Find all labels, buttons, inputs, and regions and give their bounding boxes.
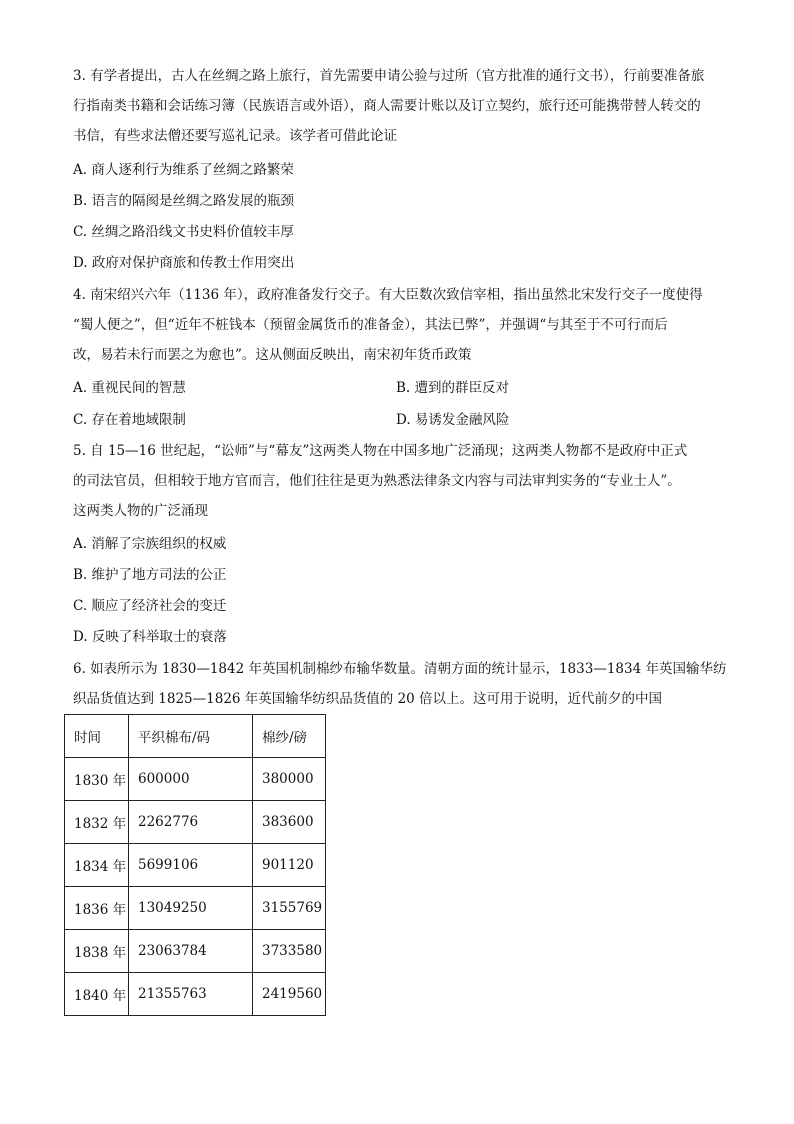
table-cell: 1830 年	[65, 758, 129, 801]
q3-stem-line: 行指南类书籍和会话练习簿（民族语言或外语），商人需要计账以及订立契约，旅行还可能携带替人转交的	[73, 98, 701, 114]
table-cell: 2419560	[253, 973, 326, 1016]
q3-option-a: A. 商人逐利行为维系了丝绸之路繁荣	[73, 162, 294, 178]
table-cell: 23063784	[129, 930, 253, 973]
q5-option-c: C. 顺应了经济社会的变迁	[73, 598, 227, 614]
q3-option-b: B. 语言的隔阂是丝绸之路发展的瓶颈	[73, 193, 295, 209]
q5-stem-line: 这两类人物的广泛涌现	[73, 503, 208, 519]
header-plain-cloth: 平织棉布/码	[129, 715, 253, 758]
q5-option-a: A. 消解了宗族组织的权威	[73, 536, 227, 552]
table-cell: 3733580	[253, 930, 326, 973]
table-cell: 901120	[253, 844, 326, 887]
q5-option-b: B. 维护了地方司法的公正	[73, 567, 227, 583]
q4-option-b: B. 遭到的群臣反对	[396, 380, 510, 396]
q3-option-d: D. 政府对保护商旅和传教士作用突出	[73, 255, 295, 271]
q5-stem-line: 5. 自 15—16 世纪起，“讼师”与“幕友”这两类人物在中国多地广泛涌现；这两类人物都不是政府中正式	[73, 443, 688, 459]
table-cell: 1840 年	[65, 973, 129, 1016]
table-row	[65, 973, 326, 1016]
q5-option-d: D. 反映了科举取士的衰落	[73, 629, 227, 645]
q4-stem-line: 4. 南宋绍兴六年（1136 年），政府准备发行交子。有大臣数次致信宰相，指出虽然北宋发行交子一度使得	[73, 287, 703, 303]
table-cell: 383600	[253, 801, 326, 844]
table-header-row	[65, 715, 326, 758]
q3-stem-line: 3. 有学者提出，古人在丝绸之路上旅行，首先需要申请公验与过所（官方批准的通行文书），行前要准备旅	[73, 68, 705, 84]
header-time: 时间	[65, 715, 129, 758]
table-cell: 21355763	[129, 973, 253, 1016]
table-cell: 13049250	[129, 887, 253, 930]
q4-option-d: D. 易诱发金融风险	[396, 412, 510, 428]
table-cell: 3155769	[253, 887, 326, 930]
q3-stem-line: 书信，有些求法僧还要写巡礼记录。该学者可借此论证	[73, 128, 397, 144]
table-row	[65, 844, 326, 887]
table-cell: 1832 年	[65, 801, 129, 844]
table-row	[65, 887, 326, 930]
table-cell: 1834 年	[65, 844, 129, 887]
q6-stem-line: 织品货值达到 1825—1826 年英国输华纺织品货值的 20 倍以上。这可用于说明，近代前夕的中国	[73, 691, 663, 707]
table-cell: 380000	[253, 758, 326, 801]
cotton-export-table	[64, 714, 326, 1016]
table-cell: 1838 年	[65, 930, 129, 973]
q5-stem-line: 的司法官员，但相较于地方官而言，他们往往是更为熟悉法律条文内容与司法审判实务的“专业士人”。	[73, 473, 681, 489]
table-row	[65, 758, 326, 801]
header-cotton-yarn: 棉纱/磅	[253, 715, 326, 758]
table-cell: 1836 年	[65, 887, 129, 930]
q6-stem-line: 6. 如表所示为 1830—1842 年英国机制棉纱布输华数量。清朝方面的统计显示，1833—1834 年英国输华纺	[73, 661, 727, 677]
table-row	[65, 930, 326, 973]
q4-stem-line: “蜀人便之”，但“近年不桩钱本（预留金属货币的准备金），其法已弊”，并强调“与其至于不可行而后	[73, 317, 668, 333]
q4-option-c: C. 存在着地域限制	[73, 412, 186, 428]
table-cell: 2262776	[129, 801, 253, 844]
q3-option-c: C. 丝绸之路沿线文书史料价值较丰厚	[73, 224, 294, 240]
table-cell: 600000	[129, 758, 253, 801]
table-row	[65, 801, 326, 844]
q4-stem-line: 改，易若未行而罢之为愈也”。这从侧面反映出，南宋初年货币政策	[73, 347, 472, 363]
q4-option-a: A. 重视民间的智慧	[73, 380, 186, 396]
table-cell: 5699106	[129, 844, 253, 887]
